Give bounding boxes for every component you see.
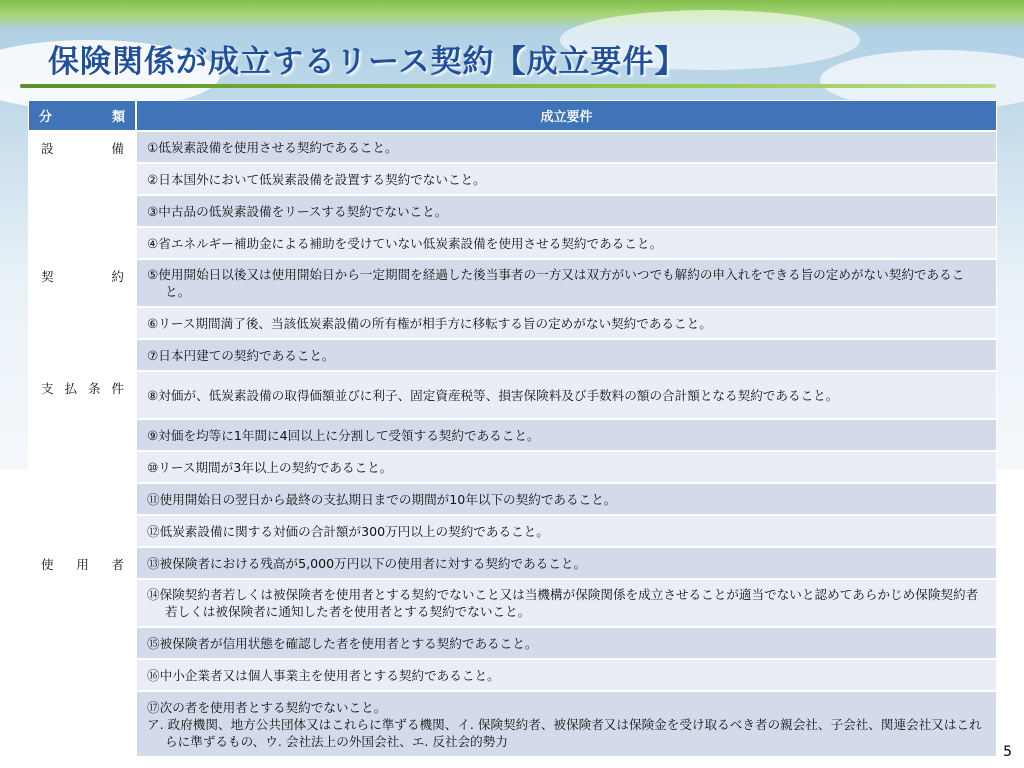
table-row: [28, 195, 997, 227]
requirement-cell: [136, 371, 997, 419]
header-requirement: 成立要件: [136, 100, 997, 131]
table-row: [28, 339, 997, 371]
table-row: [28, 419, 997, 451]
table-row: [28, 131, 997, 163]
requirement-cell: [136, 259, 997, 307]
category-cell-user: [28, 547, 136, 757]
table-row: [28, 307, 997, 339]
category-char: 用: [76, 557, 89, 572]
category-char: 設: [41, 141, 54, 156]
category-char: 約: [111, 269, 124, 284]
background-grass: [0, 0, 1024, 30]
table-row: [28, 259, 997, 307]
category-cell-contract: [28, 259, 136, 371]
requirements-table: [28, 100, 997, 757]
requirement-text: ⑭保険契約者若しくは被保険者を使用者とする契約でないこと又は当機構が保険関係を成立させることが適当でないと認めてあらかじめ保険契約者若しくは被保険者に通知した者を使用者とする契約でないこと。: [147, 587, 979, 619]
requirement-cell: ⑫低炭素設備に関する対価の合計額が300万円以上の契約であること。: [136, 515, 997, 547]
category-char: 条: [87, 381, 101, 396]
header-category-char: 類: [111, 110, 125, 125]
requirement-line: ⑰次の者を使用者とする契約でないこと。: [147, 699, 387, 715]
category-char: 契: [41, 269, 54, 284]
requirement-text: ⑤使用開始日以後又は使用開始日から一定期間を経過した後当事者の一方又は双方がいつでも解約の申入れをできる旨の定めがない契約であること。: [147, 267, 965, 299]
requirement-cell: ③中古品の低炭素設備をリースする契約でないこと。: [136, 195, 997, 227]
table-row: [28, 579, 997, 627]
requirement-line-sub: ア. 政府機関、地方公共団体又はこれらに準ずる機関、イ. 保険契約者、被保険者又は保険金を受け取るべき者の親会社、子会社、関連会社又はこれらに準ずるもの、ウ. 会社法上の外国会社、エ. 反社会的勢力: [147, 716, 982, 749]
table-row: [28, 371, 997, 419]
requirement-cell: [136, 579, 997, 627]
table-row: [28, 659, 997, 691]
category-cell-payment-terms: [28, 371, 136, 547]
requirement-cell: ②日本国外において低炭素設備を設置する契約でないこと。: [136, 163, 997, 195]
requirement-cell: ⑯中小企業者又は個人事業主を使用者とする契約であること。: [136, 659, 997, 691]
requirement-cell: ⑮被保険者が信用状態を確認した者を使用者とする契約であること。: [136, 627, 997, 659]
header-category: [28, 100, 136, 131]
page-number: 5: [1003, 744, 1012, 760]
category-char: 件: [111, 381, 124, 396]
category-char: 払: [64, 381, 78, 396]
table-row: [28, 627, 997, 659]
table-row: [28, 483, 997, 515]
requirement-cell: ④省エネルギー補助金による補助を受けていない低炭素設備を使用させる契約であること。: [136, 227, 997, 259]
requirement-cell: [136, 691, 997, 757]
title-underline: [20, 84, 996, 88]
requirement-cell: ①低炭素設備を使用させる契約であること。: [136, 131, 997, 163]
table-row: [28, 515, 997, 547]
header-category-char: 分: [39, 110, 53, 125]
table-row: [28, 547, 997, 579]
category-char: 者: [111, 557, 124, 572]
requirement-cell: ⑨対価を均等に1年間に4回以上に分割して受領する契約であること。: [136, 419, 997, 451]
requirement-cell: ⑪使用開始日の翌日から最終の支払期日までの期間が10年以下の契約であること。: [136, 483, 997, 515]
table-row: [28, 227, 997, 259]
requirement-cell: ⑬被保険者における残高が5,000万円以下の使用者に対する契約であること。: [136, 547, 997, 579]
table-row: [28, 691, 997, 757]
table-row: [28, 163, 997, 195]
requirement-cell: ⑥リース期間満了後、当該低炭素設備の所有権が相手方に移転する旨の定めがない契約であること。: [136, 307, 997, 339]
table-row: [28, 451, 997, 483]
requirement-cell: ⑦日本円建ての契約であること。: [136, 339, 997, 371]
slide-title: 保険関係が成立するリース契約【成立要件】: [48, 44, 687, 80]
category-char: 支: [41, 381, 54, 396]
category-char: 備: [111, 141, 124, 156]
table-header-row: [28, 100, 997, 131]
requirement-text: ⑧対価が、低炭素設備の取得価額並びに利子、固定資産税等、損害保険料及び手数料の額の合計額となる契約であること。: [147, 387, 839, 403]
requirement-cell: ⑩リース期間が3年以上の契約であること。: [136, 451, 997, 483]
category-char: 使: [41, 557, 54, 572]
category-cell-equipment: [28, 131, 136, 259]
